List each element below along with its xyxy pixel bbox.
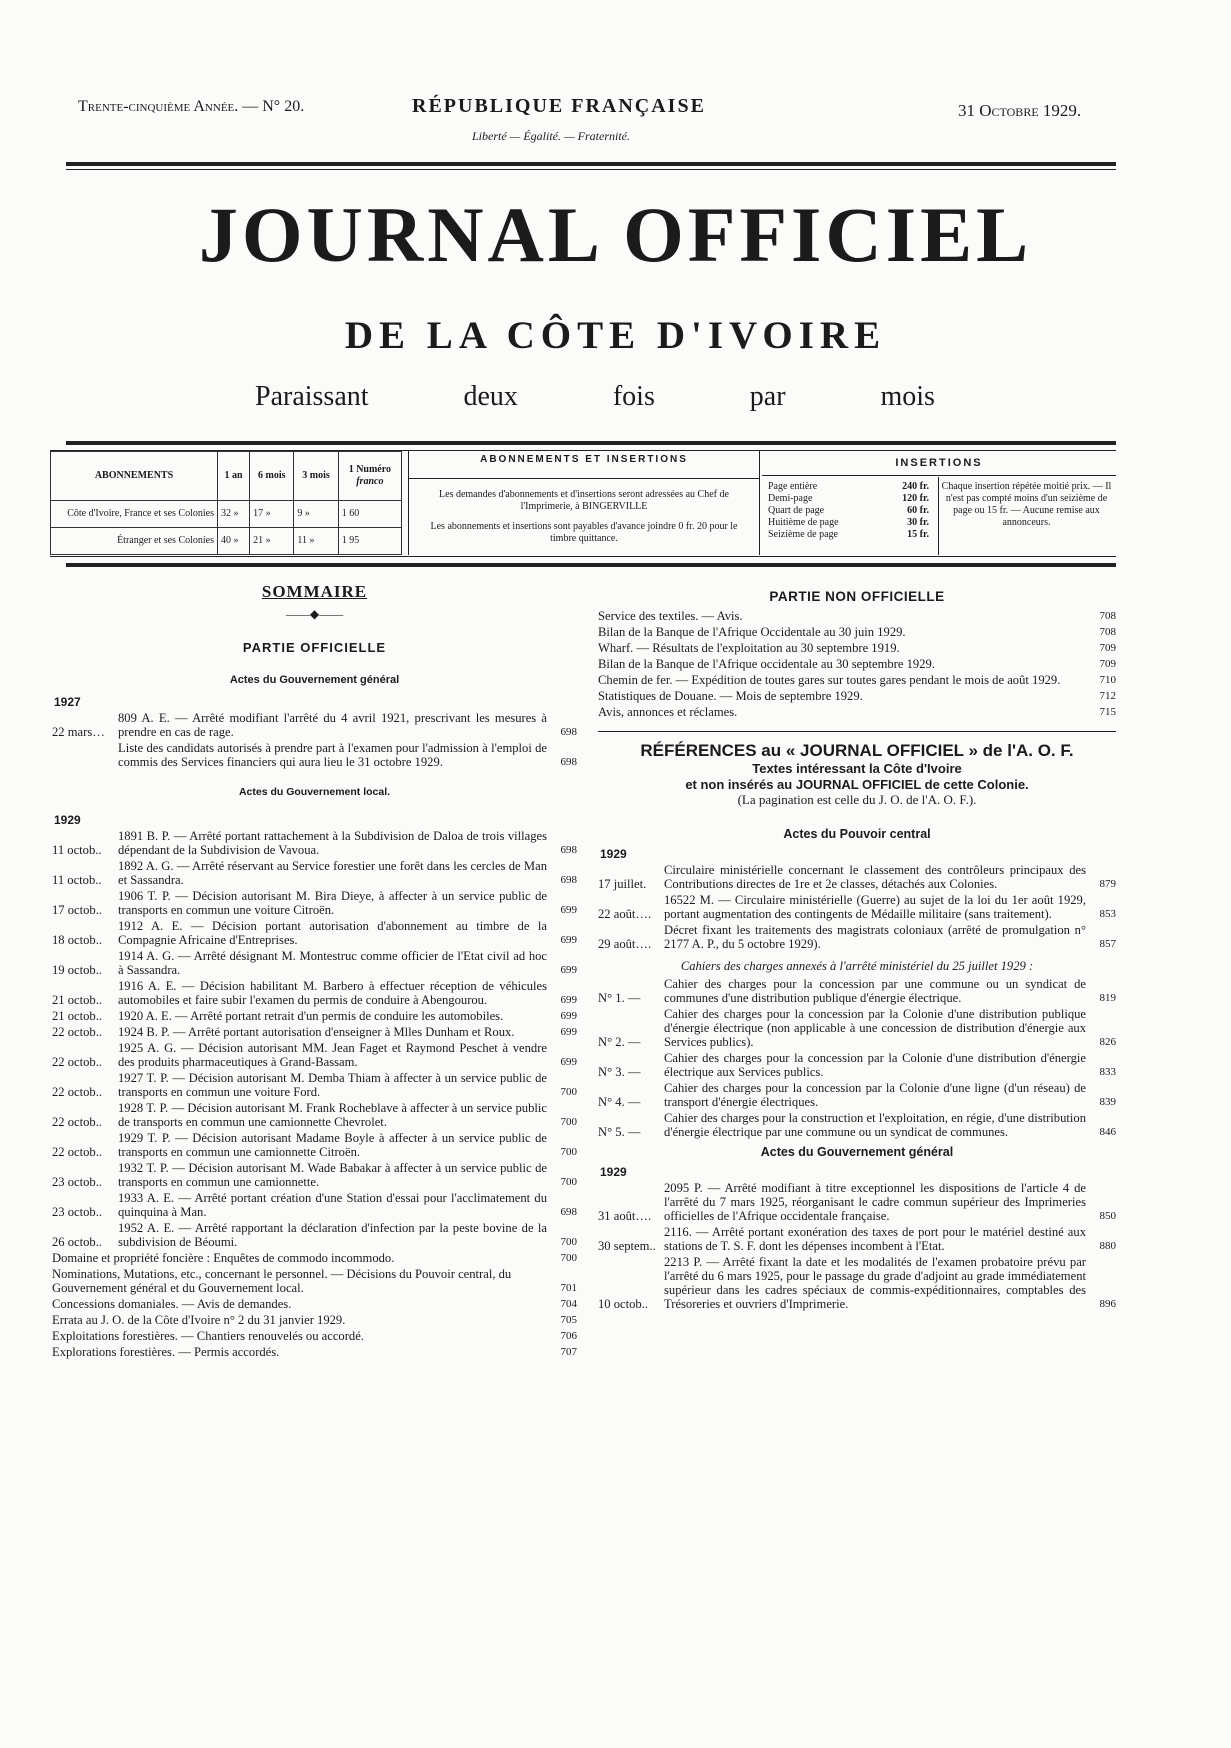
toc-entry [52, 741, 577, 769]
toc-entry [598, 641, 1116, 655]
page-number: 699 [560, 934, 577, 946]
entry-date: N° 4. — [598, 1095, 641, 1109]
toc-entry [598, 657, 1116, 671]
entry-text: 1927 T. P. — Décision autorisant M. Demba Thiam à affecter à un service public de transports en commun une voiture Ford. [118, 1071, 547, 1099]
box-rule [66, 563, 1116, 567]
toc-entry [52, 711, 577, 739]
entry-date: 17 octob.. [52, 903, 103, 917]
toc-entry [52, 829, 577, 857]
price-cell: 40 » [218, 527, 250, 554]
entry-text: Nominations, Mutations, etc., concernant le personnel. — Décisions du Pouvoir central, du Gouvernement général et du Gouvernement local. [52, 1267, 512, 1295]
toc-entry [598, 863, 1116, 891]
page-number: 699 [560, 964, 577, 976]
ins-label: Demi-page [768, 493, 813, 504]
partie-non-officielle-heading: PARTIE NON OFFICIELLE [769, 589, 945, 604]
ins-price: 60 fr. [907, 505, 929, 516]
entry-date: 18 octob.. [52, 933, 103, 947]
entry-text: Bilan de la Banque de l'Afrique Occidentale au 30 juin 1929. [598, 625, 906, 639]
page-number: 846 [1099, 1126, 1116, 1138]
entry-date: 26 octob.. [52, 1235, 103, 1249]
entry-text: Avis, annonces et réclames. [598, 705, 738, 719]
period-word: par [749, 381, 786, 412]
left-column [52, 582, 577, 1361]
entry-text: Exploitations forestières. — Chantiers renouvelés ou accordé. [52, 1329, 364, 1343]
toc-entry [52, 979, 577, 1007]
entry-date: 22 octob.. [52, 1055, 103, 1069]
entry-text: Bilan de la Banque de l'Afrique occidentale au 30 septembre 1929. [598, 657, 935, 671]
price-cell: 9 » [294, 500, 338, 527]
ins-price: 120 fr. [902, 493, 929, 504]
toc-entry [598, 1051, 1116, 1079]
toc-entry [52, 919, 577, 947]
toc-entry [52, 1267, 577, 1295]
entry-date: 22 octob.. [52, 1025, 103, 1039]
toc-entry [598, 1181, 1116, 1223]
toc-entry [598, 1225, 1116, 1253]
partie-officielle-heading: PARTIE OFFICIELLE [242, 640, 387, 655]
page-number: 698 [560, 844, 577, 856]
entry-date: 17 juillet. [598, 877, 647, 891]
price-cell: 11 » [294, 527, 338, 554]
toc-entry [598, 1255, 1116, 1311]
page-number: 699 [560, 904, 577, 916]
references-sub2: et non insérés au JOURNAL OFFICIEL de cette Colonie. [685, 777, 1029, 792]
period-word: mois [880, 381, 935, 412]
toc-entry [52, 1161, 577, 1189]
entry-date: 23 octob.. [52, 1175, 103, 1189]
col-6mois: 6 mois [250, 452, 294, 501]
entry-date: 10 octob.. [598, 1297, 649, 1311]
toc-entry [52, 1071, 577, 1099]
header-rule-thin [66, 169, 1116, 170]
references-sub3: (La pagination est celle du J. O. de l'A. O. F.). [737, 792, 977, 807]
entry-date: 22 octob.. [52, 1085, 103, 1099]
toc-entry [52, 1251, 577, 1265]
price-cell: 1 95 [338, 527, 401, 554]
toc-entry [52, 949, 577, 977]
entry-text: Statistiques de Douane. — Mois de septembre 1929. [598, 689, 863, 703]
gg-entries [52, 711, 577, 769]
sommaire-title: SOMMAIRE [261, 582, 368, 601]
price-cell: 21 » [250, 527, 294, 554]
toc-entry [52, 1329, 577, 1343]
republic-heading: RÉPUBLIQUE FRANÇAISE [412, 95, 706, 117]
entry-text: 1925 A. G. — Décision autorisant MM. Jean Faget et Raymond Peschet à vendre des produits pharmaceutiques à Grand-Bassam. [118, 1041, 547, 1069]
page-number: 699 [560, 1056, 577, 1068]
toc-entry [52, 1221, 577, 1249]
price-cell: 32 » [218, 500, 250, 527]
cahiers-entries [598, 977, 1116, 1139]
entry-text: 1891 B. P. — Arrêté portant rattachement à la Subdivision de Daloa de trois villages dépendant de la Subdivision de Vavoua. [118, 829, 547, 857]
cahiers-heading: Cahiers des charges annexés à l'arrêté ministériel du 25 juillet 1929 : [680, 959, 1034, 973]
page-number: 710 [1099, 674, 1116, 686]
entry-date: 11 octob.. [52, 873, 102, 887]
page-number: 700 [560, 1176, 577, 1188]
divider [598, 731, 1116, 732]
entry-date: 21 octob.. [52, 1009, 103, 1023]
entry-text: 1933 A. E. — Arrêté portant création d'une Station d'essai pour l'acclimatement du quinquina à Man. [118, 1191, 547, 1219]
col-numero-label: 1 Numéro [348, 464, 391, 476]
entry-text: Explorations forestières. — Permis accordés. [52, 1345, 280, 1359]
entry-text: Wharf. — Résultats de l'exploitation au 30 septembre 1919. [598, 641, 900, 655]
masthead-rule [66, 441, 1116, 445]
toc-entry [52, 859, 577, 887]
ins-label: Page entière [768, 481, 818, 492]
entry-text: Cahier des charges pour la concession par la Colonie d'une distribution publique d'énergie électrique (non applicable à une concession de distribution d'énergie aux Services publics). [664, 1007, 1086, 1049]
entry-text: 1916 A. E. — Décision habilitant M. Barbero à effectuer réception de véhicules automobiles et faire subir l'examen du permis de conduire à Abengourou. [118, 979, 547, 1007]
page-number: 699 [560, 1010, 577, 1022]
entry-text: Cahier des charges pour la concession par la Colonie d'une distribution d'énergie électrique aux Services publics. [664, 1051, 1086, 1079]
page-number: 880 [1099, 1240, 1116, 1252]
col-1an: 1 an [218, 452, 250, 501]
toc-entry [52, 1041, 577, 1069]
page-number: 853 [1099, 908, 1116, 920]
gg-entries-right [598, 1181, 1116, 1311]
subscription-info [408, 451, 760, 555]
entry-date: N° 1. — [598, 991, 641, 1005]
page-number: 700 [560, 1086, 577, 1098]
page-number: 839 [1099, 1096, 1116, 1108]
period-word: deux [463, 381, 518, 412]
page-number: 700 [560, 1146, 577, 1158]
entry-date: 23 octob.. [52, 1205, 103, 1219]
toc-entry [52, 1009, 577, 1023]
page-number: 850 [1099, 1210, 1116, 1222]
page-number: 708 [1099, 610, 1116, 622]
entry-text: Décret fixant les traitements des magistrats coloniaux (arrêté de promulgation n° 2177 A. P., du 5 octobre 1929). [664, 923, 1086, 951]
page-number: 826 [1099, 1036, 1116, 1048]
entry-text: Liste des candidats autorisés à prendre part à l'examen pour l'admission à l'emploi de commis des Services financiers qui aura lieu le 31 octobre 1929. [118, 741, 547, 769]
right-column [598, 590, 1116, 1313]
entry-text: Domaine et propriété foncière : Enquêtes de commodo incommodo. [52, 1251, 395, 1265]
insertions-box [762, 451, 1116, 555]
price-cell: 17 » [250, 500, 294, 527]
page-number: 698 [560, 1206, 577, 1218]
year-label: 1929 [600, 847, 627, 861]
page-number: 857 [1099, 938, 1116, 950]
entry-text: 2213 P. — Arrêté fixant la date et les modalités de l'examen probatoire prévu par l'arrêté du 6 mars 1925, pour le passage du grade d'adjoint au grade immédiatement supérieur dans les cadres spéciaux de commis-expéditionnaires, comptables des Trésoreries et ouvriers d'Imprimerie. [664, 1255, 1086, 1311]
publication-frequency [255, 383, 935, 411]
page-number: 708 [1099, 626, 1116, 638]
insertions-title: INSERTIONS [762, 451, 1116, 476]
page-number: 700 [560, 1236, 577, 1248]
entry-date: 22 mars… [52, 725, 105, 739]
entry-text: 16522 M. — Circulaire ministérielle (Guerre) au sujet de la loi du 1er août 1929, portant augmentation des contingents de Médaille militaire (sans traitement). [664, 893, 1086, 921]
toc-entry [598, 923, 1116, 951]
toc-entry [598, 1007, 1116, 1049]
info-text-2: Les abonnements et insertions sont payables d'avance joindre 0 fr. 20 pour le timbre quittance. [430, 521, 738, 544]
toc-entry [52, 1297, 577, 1311]
issue-number: Trente-cinquième Année. — N° 20. [78, 98, 305, 115]
entry-text: Circulaire ministérielle concernant le classement des contrôleurs principaux des Contributions directes de 1re et 2e classes, détachés aux Colonies. [664, 863, 1086, 891]
page-number: 700 [560, 1116, 577, 1128]
toc-entry [52, 1345, 577, 1359]
toc-entry [52, 1313, 577, 1327]
entry-text: Service des textiles. — Avis. [598, 609, 743, 623]
entry-date: 19 octob.. [52, 963, 103, 977]
page-number: 707 [560, 1346, 577, 1358]
entry-date: 11 octob.. [52, 843, 102, 857]
toc-entry [52, 1191, 577, 1219]
entry-text: 1932 T. P. — Décision autorisant M. Wade Babakar à affecter à un service public de transports en commun une camionnette. [118, 1161, 547, 1189]
entry-text: 1912 A. E. — Décision portant autorisation d'abonnement au timbre de la Compagnie Africaine d'Entreprises. [118, 919, 547, 947]
entry-text: 1920 A. E. — Arrêté portant retrait d'un permis de conduire les automobiles. [118, 1009, 504, 1023]
ins-price: 240 fr. [902, 481, 929, 492]
col-3mois: 3 mois [294, 452, 338, 501]
toc-entry [598, 705, 1116, 719]
page-number: 706 [560, 1330, 577, 1342]
toc-entry [598, 609, 1116, 623]
toc-entry [52, 1131, 577, 1159]
ins-label: Seizième de page [768, 529, 838, 540]
references-title: RÉFÉRENCES au « JOURNAL OFFICIEL » de l'A. O. F. [640, 741, 1074, 760]
entry-date: N° 5. — [598, 1125, 641, 1139]
insertions-note: Chaque insertion répétée moitié prix. — Il n'est pas compté moins d'un seizième de page ou 15 fr. — Aucune remise aux annonceurs. [938, 477, 1114, 555]
toc-entry [598, 977, 1116, 1005]
entry-text: 1952 A. E. — Arrêté rapportant la déclaration d'infection par la peste bovine de la subdivision de Béoumi. [118, 1221, 547, 1249]
period-word: fois [612, 381, 655, 412]
entry-date: 31 août…. [598, 1209, 652, 1223]
subscription-box [50, 450, 1116, 557]
subscriptions-label: ABONNEMENTS [51, 452, 218, 501]
page-number: 819 [1099, 992, 1116, 1004]
entry-text: Cahier des charges pour la concession par la Colonie d'une ligne (d'un réseau) de transport d'énergie électriques. [664, 1081, 1086, 1109]
page-number: 879 [1099, 878, 1116, 890]
page-number: 833 [1099, 1066, 1116, 1078]
year-label: 1929 [600, 1165, 627, 1179]
header-rule-top [66, 162, 1116, 166]
price-cell: 1 60 [338, 500, 401, 527]
entry-text: 1929 T. P. — Décision autorisant Madame Boyle à affecter à un service public de transports en commun une camionnette Citroën. [118, 1131, 547, 1159]
page-number: 701 [560, 1282, 577, 1294]
col-numero [338, 452, 401, 501]
gl-heading: Actes du Gouvernement local. [238, 786, 391, 798]
entry-date: 22 octob.. [52, 1115, 103, 1129]
entry-text: 1928 T. P. — Décision autorisant M. Frank Rocheblave à affecter à un service public de transports en commun une camionnette Chevrolet. [118, 1101, 547, 1129]
page-number: 700 [560, 1252, 577, 1264]
ins-price: 15 fr. [907, 529, 929, 540]
pc-entries [598, 863, 1116, 951]
references-sub1: Textes intéressant la Côte d'Ivoire [752, 761, 962, 776]
gg-heading-right: Actes du Gouvernement général [760, 1145, 954, 1159]
page-number: 896 [1099, 1298, 1116, 1310]
misc-entries [52, 1251, 577, 1359]
ins-price: 30 fr. [907, 517, 929, 528]
entry-text: 2116. — Arrêté portant exonération des taxes de port pour le matériel destiné aux stations de T. S. F. dont les dépenses incombent à l'Etat. [664, 1225, 1086, 1253]
page-number: 698 [560, 874, 577, 886]
entry-date: 22 octob.. [52, 1145, 103, 1159]
toc-entry [52, 1025, 577, 1039]
page-number: 712 [1099, 690, 1116, 702]
year-label: 1929 [54, 813, 81, 827]
page-number: 704 [560, 1298, 577, 1310]
toc-entry [52, 1101, 577, 1129]
region-cote-ivoire: Côte d'Ivoire, France et ses Colonies [51, 500, 218, 527]
page-number: 705 [560, 1314, 577, 1326]
period-word: Paraissant [255, 381, 369, 412]
info-title: ABONNEMENTS ET INSERTIONS [409, 451, 759, 479]
info-text-1: Les demandes d'abonnements et d'insertions seront adressées au Chef de l'Imprimerie, à BINGERVILLE [439, 489, 729, 512]
entry-date: 22 août…. [598, 907, 652, 921]
toc-entry [598, 1081, 1116, 1109]
subscription-table [50, 451, 402, 555]
page-number: 709 [1099, 658, 1116, 670]
toc-entry [598, 689, 1116, 703]
year-label: 1927 [54, 695, 81, 709]
entry-text: 2095 P. — Arrêté modifiant à titre exceptionnel les dispositions de l'article 4 de l'arrêté du 7 mars 1925, réorganisant le cadre commun supérieur des Imprimeries officielles de l'Afrique occidentale française. [664, 1181, 1086, 1223]
pc-heading: Actes du Pouvoir central [783, 827, 931, 841]
entry-text: Cahier des charges pour la construction et l'exploitation, en régie, d'une distribution d'énergie électrique par une commune ou un syndicat de communes. [664, 1111, 1086, 1139]
entry-text: Chemin de fer. — Expédition de toutes gares sur toutes gares pendant le mois de août 1929. [598, 673, 1061, 687]
page-number: 698 [560, 756, 577, 768]
entry-text: 1906 T. P. — Décision autorisant M. Bira Dieye, à affecter à un service public de transports en commun une voiture Citroën. [118, 889, 547, 917]
gl-entries [52, 829, 577, 1249]
ins-label: Quart de page [768, 505, 825, 516]
issue-date: 31 Octobre 1929. [958, 101, 1082, 120]
page-number: 699 [560, 1026, 577, 1038]
entry-text: 809 A. E. — Arrêté modifiant l'arrêté du 4 avril 1921, prescrivant les mesures à prendre en cas de rage. [118, 711, 547, 739]
entry-text: Concessions domaniales. — Avis de demandes. [52, 1297, 292, 1311]
entry-date: N° 3. — [598, 1065, 641, 1079]
toc-entry [52, 889, 577, 917]
page-number: 698 [560, 726, 577, 738]
entry-text: Cahier des charges pour la concession par une commune ou un syndicat de communes d'une distribution publique d'énergie électrique. [664, 977, 1086, 1005]
entry-text: 1924 B. P. — Arrêté portant autorisation d'enseigner à Mlles Dunham et Roux. [118, 1025, 515, 1039]
toc-entry [598, 673, 1116, 687]
insertions-rates [766, 481, 931, 541]
toc-entry [598, 625, 1116, 639]
col-franco: franco [356, 475, 384, 487]
page-number: 709 [1099, 642, 1116, 654]
entry-date: 30 septem.. [598, 1239, 656, 1253]
toc-entry [598, 1111, 1116, 1139]
entry-text: 1914 A. G. — Arrêté désignant M. Montestruc comme officier de l'Etat civil ad hoc à Sassandra. [118, 949, 547, 977]
region-etranger: Étranger et ses Colonies [51, 527, 218, 554]
entry-text: 1892 A. G. — Arrêté réservant au Service forestier une forêt dans les cercles de Man et Sassandra. [118, 859, 547, 887]
non-official-entries [598, 609, 1116, 719]
masthead-title: JOURNAL OFFICIEL [198, 191, 1033, 278]
toc-entry [598, 893, 1116, 921]
masthead-subtitle: DE LA CÔTE D'IVOIRE [344, 314, 887, 357]
ins-label: Huitième de page [768, 517, 839, 528]
entry-text: Errata au J. O. de la Côte d'Ivoire n° 2 du 31 janvier 1929. [52, 1313, 346, 1327]
page-number: 699 [560, 994, 577, 1006]
ornament-icon: ——◆—— [285, 607, 344, 621]
gg-heading: Actes du Gouvernement général [229, 674, 400, 686]
motto: Liberté — Égalité. — Fraternité. [472, 129, 630, 143]
page-number: 715 [1099, 706, 1116, 718]
entry-date: 29 août…. [598, 937, 652, 951]
entry-date: N° 2. — [598, 1035, 641, 1049]
entry-date: 21 octob.. [52, 993, 103, 1007]
